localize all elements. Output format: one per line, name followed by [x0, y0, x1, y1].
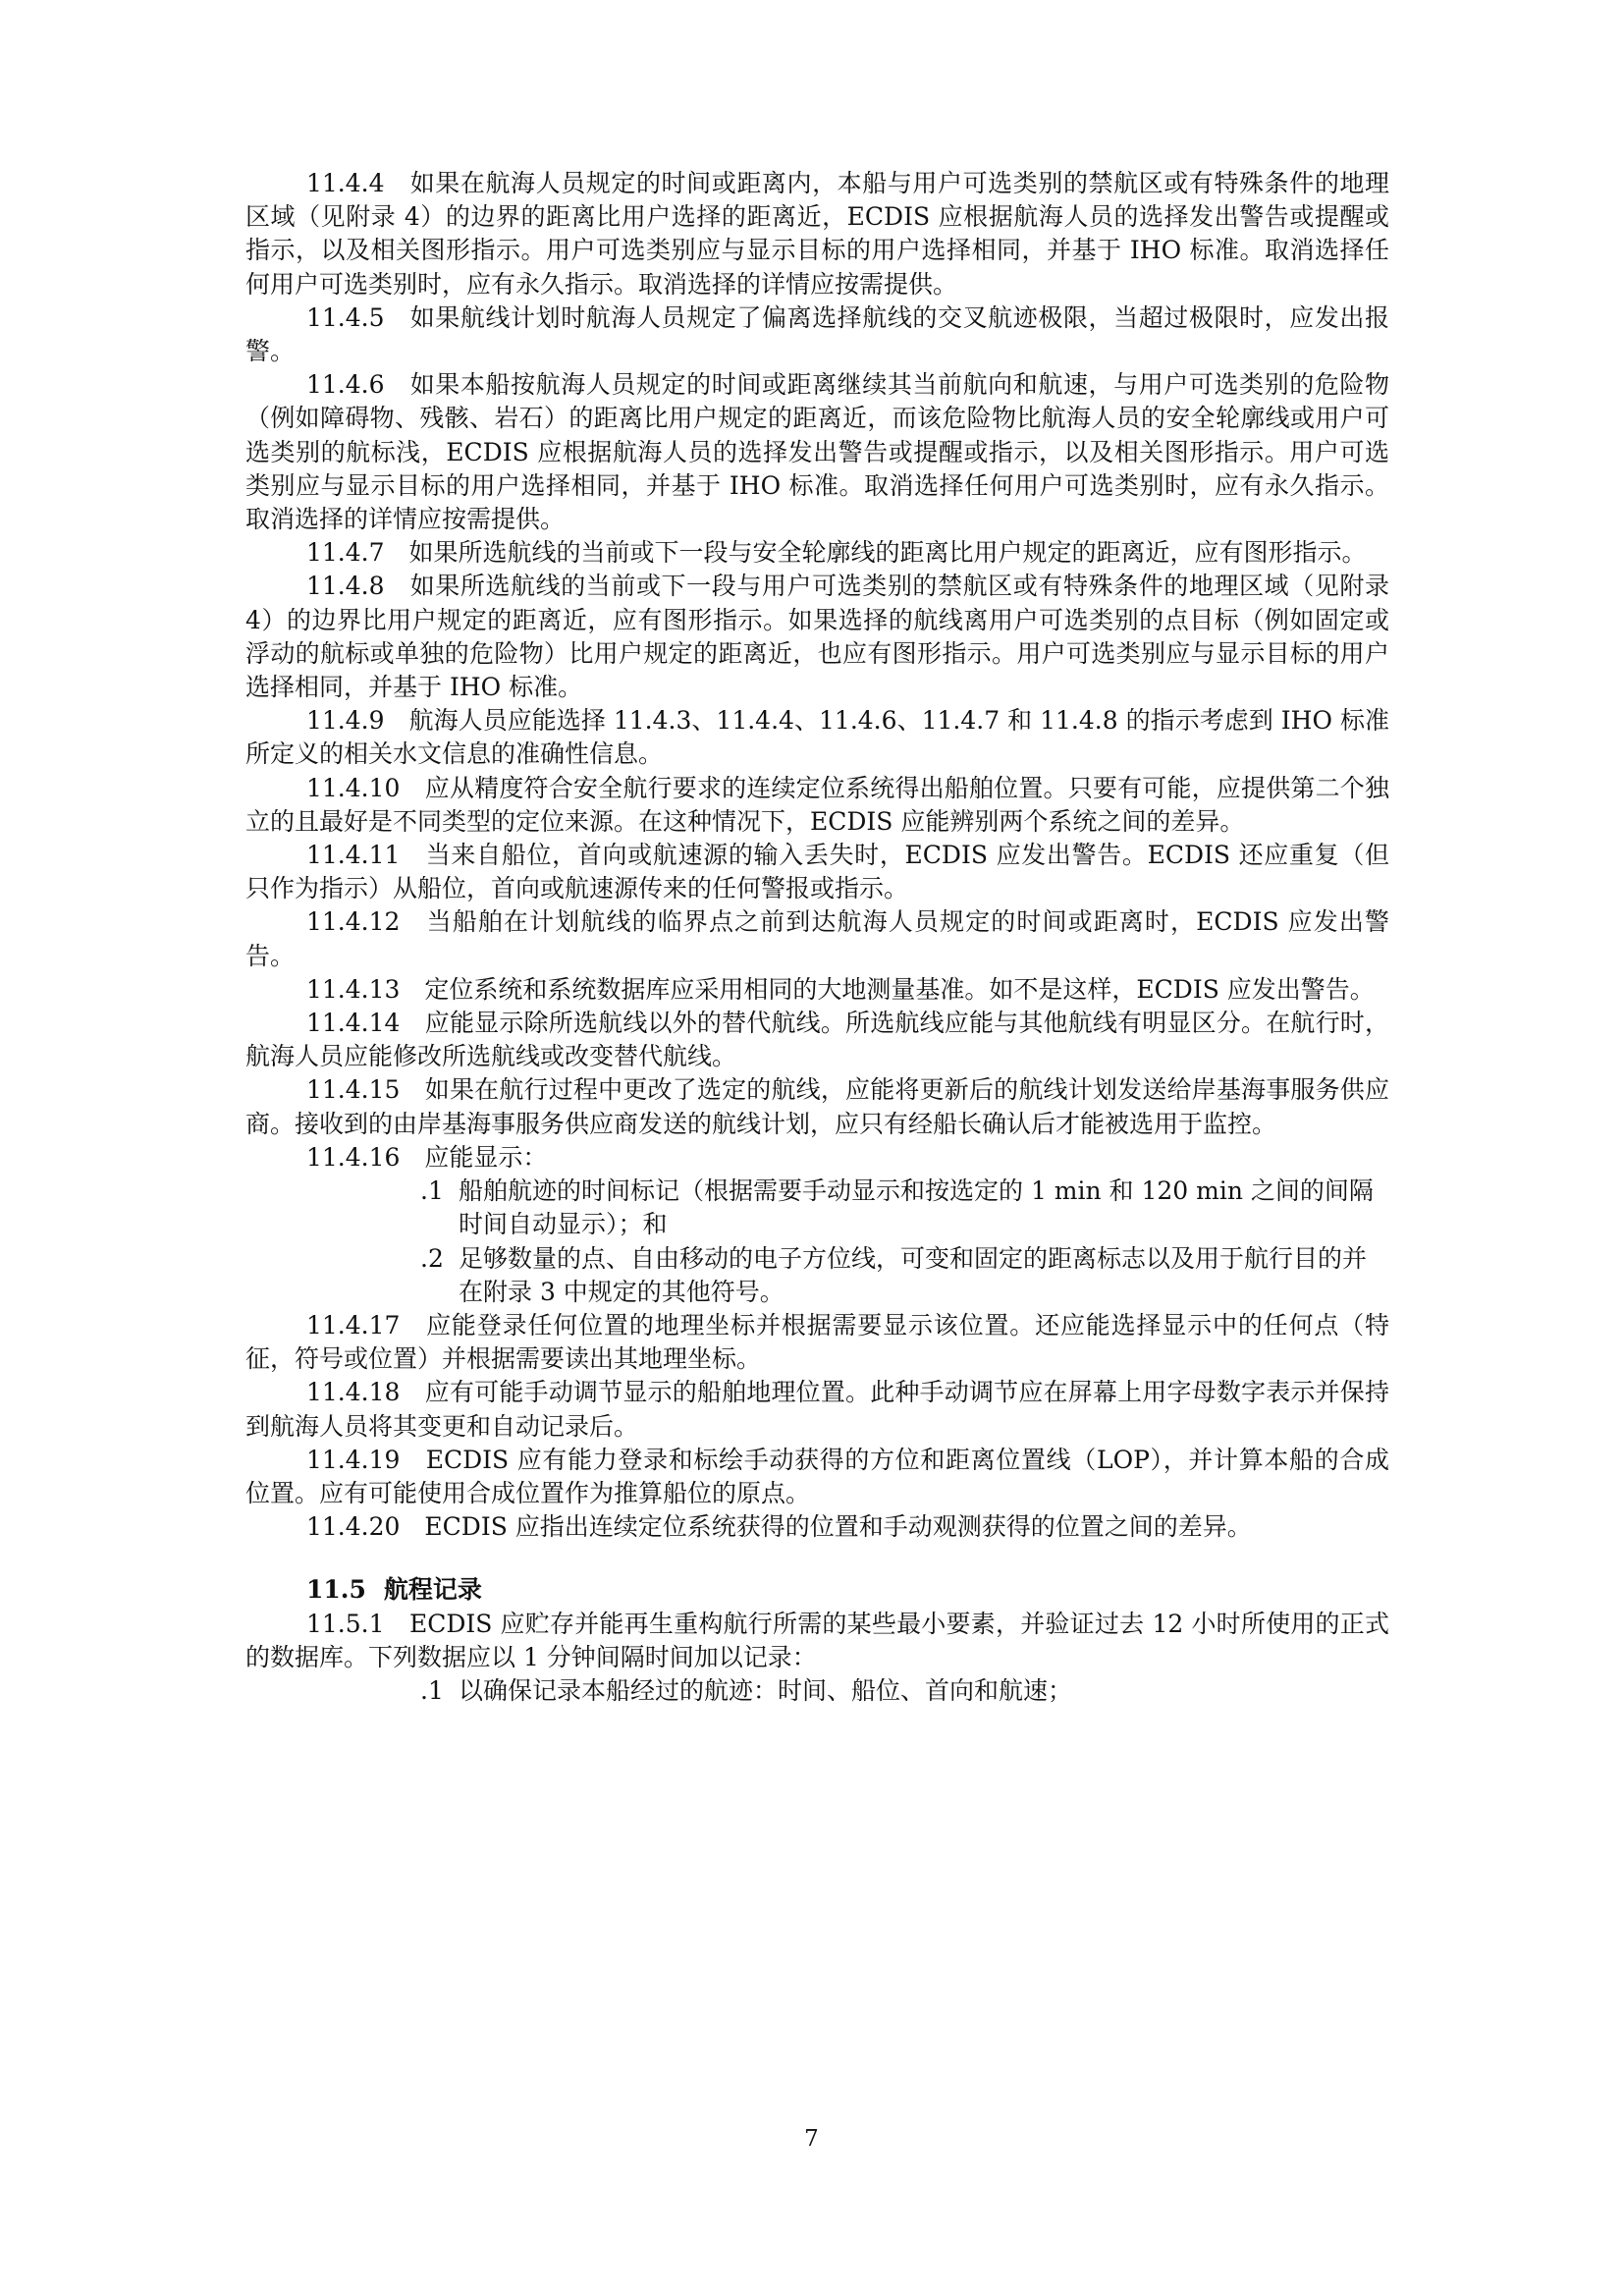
list-item-number: .1	[420, 1176, 444, 1206]
list-item-text: 以确保记录本船经过的航迹：时间、船位、首向和航速；	[459, 1675, 1073, 1705]
paragraph-group-11-5	[245, 1608, 1389, 1674]
paragraph-11-4-9: 11.4.9 航海人员应能选择 11.4.3、11.4.4、11.4.6、11.4.7 和 11.4.8 的指示考虑到 IHO 标准所定义的相关水文信息的准确性信息。	[245, 706, 1389, 769]
list-item	[420, 1242, 1389, 1309]
paragraph-11-4-18: 11.4.18 应有可能手动调节显示的船舶地理位置。此种手动调节应在屏幕上用字母数字表示并保持到航海人员将其变更和自动记录后。	[245, 1378, 1389, 1441]
list-item-text: 船舶航迹的时间标记（根据需要手动显示和按选定的 1 min 和 120 min 之间的间隔时间自动显示）；和	[459, 1176, 1374, 1239]
paragraph-group-11-4-b	[245, 1309, 1389, 1544]
paragraph-11-4-15: 11.4.15 如果在航行过程中更改了选定的航线，应能将更新后的航线计划发送给岸基海事服务供应商。接收到的由岸基海事服务供应商发送的航线计划，应只有经船长确认后才能被选用于监控。	[245, 1075, 1389, 1138]
list-item	[420, 1674, 1389, 1708]
list-item-text: 足够数量的点、自由移动的电子方位线，可变和固定的距离标志以及用于航行目的并在附录 3 中规定的其他符号。	[459, 1243, 1368, 1306]
list-item-number: .2	[420, 1243, 444, 1273]
paragraph-11-4-4: 11.4.4 如果在航海人员规定的时间或距离内，本船与用户可选类别的禁航区或有特殊条件的地理区域（见附录 4）的边界的距离比用户选择的距离近，ECDIS 应根据航海人员的选择发出警告或提醒或指示，以及相关图形指示。用户可选类别应与显示目标的用户选择相同，并基于 IHO 标准。取消选择任何用户可选类别时，应有永久指示。取消选择的详情应按需提供。	[245, 169, 1389, 299]
section-number: 11.5	[306, 1575, 366, 1605]
paragraph-11-4-14: 11.4.14 应能显示除所选航线以外的替代航线。所选航线应能与其他航线有明显区分。在航行时，航海人员应能修改所选航线或改变替代航线。	[245, 1009, 1389, 1071]
paragraph-11-4-12: 11.4.12 当船舶在计划航线的临界点之前到达航海人员规定的时间或距离时，ECDIS 应发出警告。	[245, 907, 1389, 970]
paragraph-11-4-7: 11.4.7 如果所选航线的当前或下一段与安全轮廓线的距离比用户规定的距离近，应有图形指示。	[306, 538, 1367, 568]
paragraph-11-4-5: 11.4.5 如果航线计划时航海人员规定了偏离选择航线的交叉航迹极限，当超过极限时，应发出报警。	[245, 302, 1389, 366]
document-page	[245, 167, 1389, 1708]
paragraph-11-4-20: 11.4.20 ECDIS 应指出连续定位系统获得的位置和手动观测获得的位置之间的差异。	[306, 1512, 1252, 1542]
section-title: 航程记录	[383, 1575, 482, 1605]
list-item	[420, 1175, 1389, 1241]
paragraph-group-11-4-a	[245, 167, 1389, 1175]
paragraph-11-4-6: 11.4.6 如果本船按航海人员规定的时间或距离继续其当前航向和航速，与用户可选类别的危险物（例如障碍物、残骸、岩石）的距离比用户规定的距离近，而该危险物比航海人员的安全轮廓线或用户可选类别的航标浅，ECDIS 应根据航海人员的选择发出警告或提醒或指示，以及相关图形指示。用户可选类别应与显示目标的用户选择相同，并基于 IHO 标准。取消选择任何用户可选类别时，应有永久指示。取消选择的详情应按需提供。	[245, 370, 1389, 534]
paragraph-11-4-19: 11.4.19 ECDIS 应有能力登录和标绘手动获得的方位和距离位置线（LOP），并计算本船的合成位置。应有可能使用合成位置作为推算船位的原点。	[245, 1445, 1389, 1507]
paragraph-11-4-17: 11.4.17 应能登录任何位置的地理坐标并根据需要显示该位置。还应能选择显示中的任何点（特征，符号或位置）并根据需要读出其地理坐标。	[245, 1310, 1389, 1374]
list-11-5-1	[245, 1674, 1389, 1708]
page-number: 7	[804, 2126, 819, 2152]
paragraph-11-4-13: 11.4.13 定位系统和系统数据库应采用相同的大地测量基准。如不是这样，ECDIS 应发出警告。	[306, 974, 1375, 1004]
paragraph-11-4-8: 11.4.8 如果所选航线的当前或下一段与用户可选类别的禁航区或有特殊条件的地理区域（见附录 4）的边界比用户规定的距离近，应有图形指示。如果选择的航线离用户可选类别的点目标（例如固定或浮动的航标或单独的危险物）比用户规定的距离近，也应有图形指示。用户可选类别应与显示目标的用户选择相同，并基于 IHO 标准。	[245, 572, 1389, 702]
list-11-4-16	[245, 1175, 1389, 1309]
paragraph-11-4-11: 11.4.11 当来自船位，首向或航速源的输入丢失时，ECDIS 应发出警告。ECDIS 还应重复（但只作为指示）从船位，首向或航速源传来的任何警报或指示。	[245, 841, 1389, 903]
paragraph-11-4-16: 11.4.16 应能显示：	[306, 1142, 548, 1172]
section-heading-11-5	[306, 1573, 1389, 1607]
list-item-number: .1	[420, 1675, 444, 1705]
paragraph-11-4-10: 11.4.10 应从精度符合安全航行要求的连续定位系统得出船舶位置。只要有可能，应提供第二个独立的且最好是不同类型的定位来源。在这种情况下，ECDIS 应能辨别两个系统之间的差异。	[245, 773, 1389, 836]
paragraph-11-5-1: 11.5.1 ECDIS 应贮存并能再生重构航行所需的某些最小要素，并验证过去 12 小时所使用的正式的数据库。下列数据应以 1 分钟间隔时间加以记录：	[245, 1609, 1389, 1671]
